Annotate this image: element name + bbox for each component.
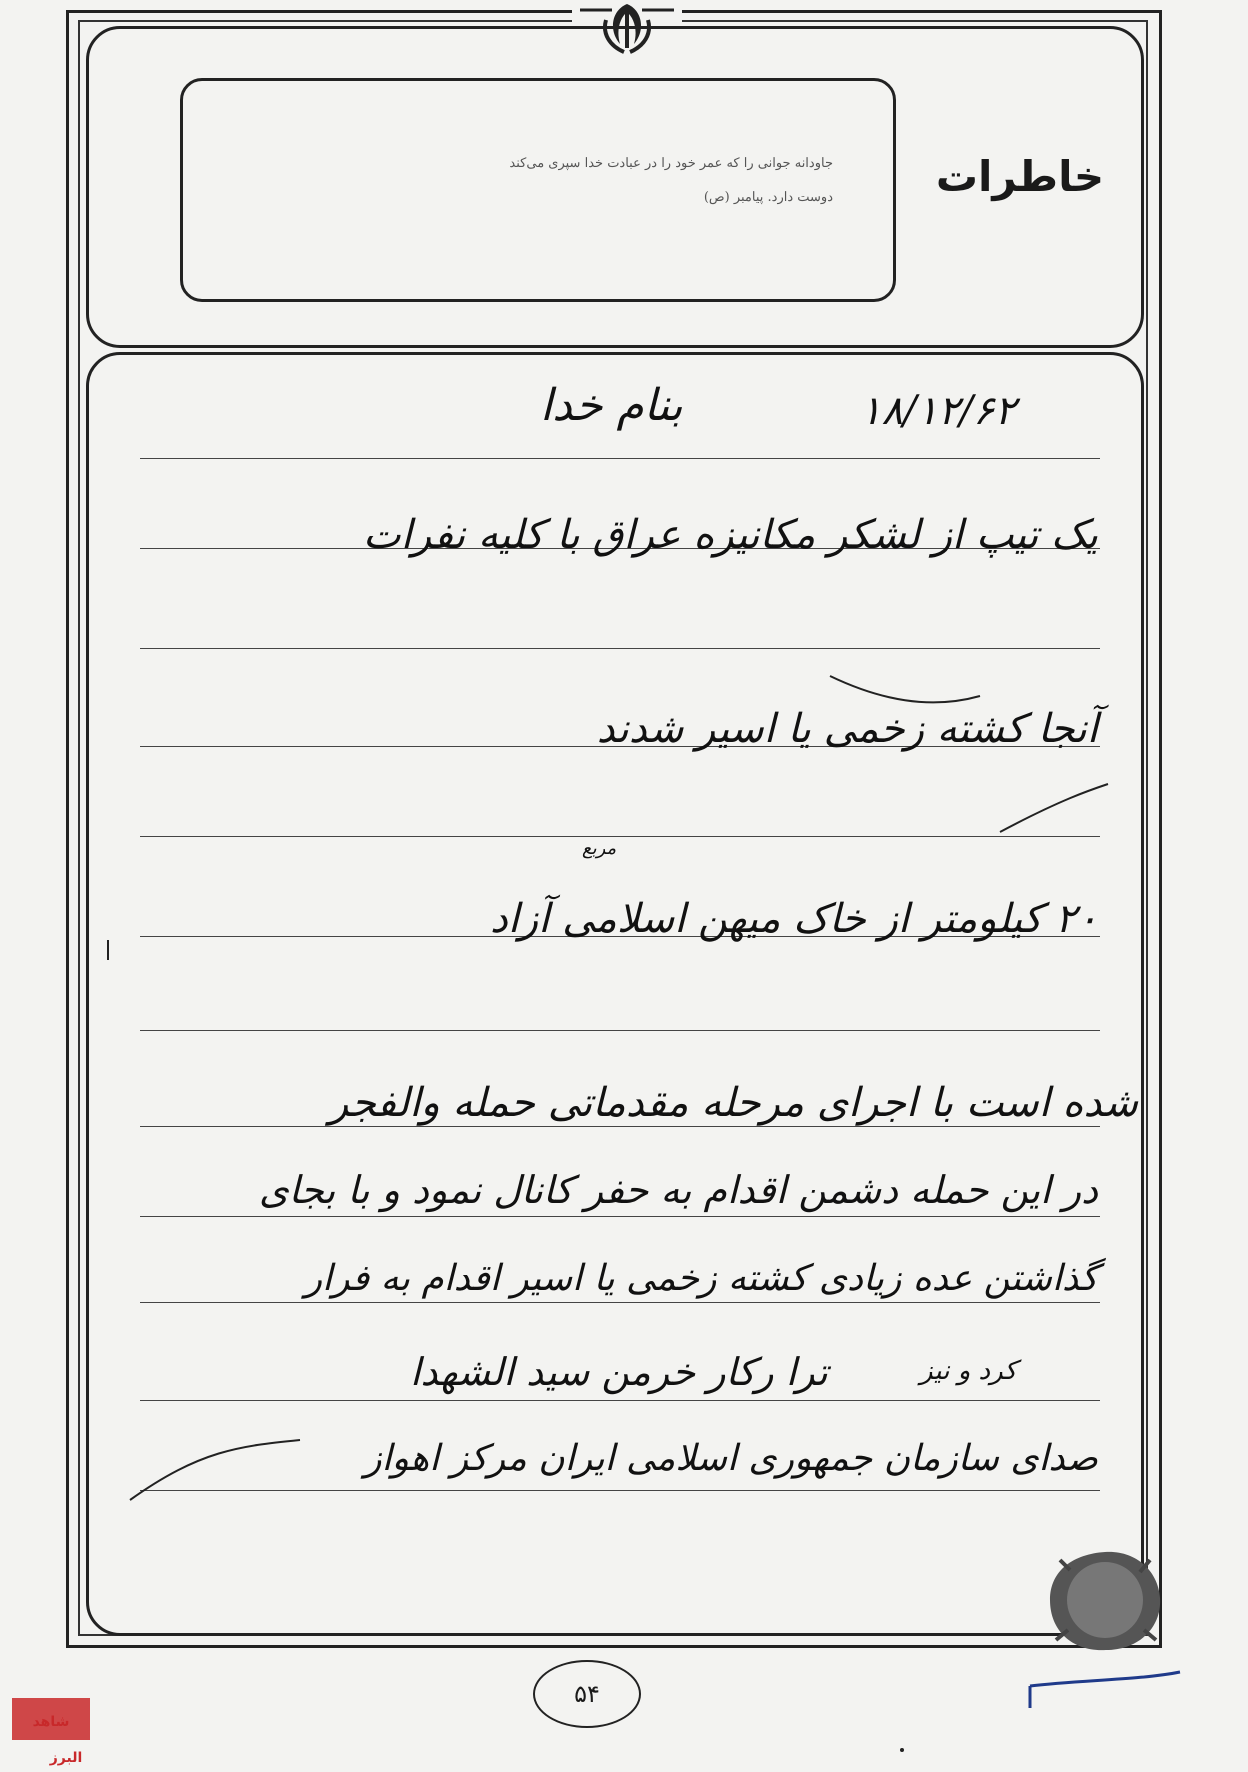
memo-line-prefix: کرد و نیز [920, 1356, 1017, 1386]
memo-line: یک تیپ از لشکر مکانیزه عراق با کلیه نفرات [363, 512, 1098, 558]
memo-line: صدای سازمان جمهوری اسلامی ایران مرکز اهواز [364, 1438, 1098, 1479]
memo-superscript: مربع [582, 838, 617, 859]
memo-date: ۱۸/۱۲/۶۲ [860, 388, 1016, 434]
quote-source: پیامبر (ص) [703, 190, 764, 205]
watermark-subtitle: البرز [49, 1750, 83, 1766]
memo-line: شده است با اجرای مرحله مقدماتی حمله والفجر [329, 1080, 1138, 1126]
memo-line: در این حمله دشمن اقدام به حفر کانال نمود و با بجای [258, 1168, 1098, 1212]
ink-stamp [1040, 1540, 1170, 1660]
memo-line: ترا رکار خرمن سید الشهدا [410, 1350, 828, 1394]
memo-line: ۲۰ کیلومتر از خاک میهن اسلامی آزاد [490, 896, 1098, 942]
ink-speck [900, 1748, 904, 1752]
memo-line: آنجا کشته زخمی یا اسیر شدند [596, 706, 1098, 752]
memo-line: گذاشتن عده زیادی کشته زخمی یا اسیر اقدام به فرار [304, 1258, 1098, 1299]
watermark-title: شاهد [32, 1714, 70, 1730]
quote-line-2-text: دوست دارد. [767, 190, 833, 205]
memo-salutation: بنام خدا [540, 380, 683, 431]
quote-line-1: جاودانه جوانی را که عمر خود را در عبادت خدا سپری می‌کند [509, 156, 833, 171]
page-number: ۵۴ [533, 1660, 641, 1728]
section-title: خاطرات [935, 152, 1105, 201]
watermark-logo [6, 1690, 96, 1768]
